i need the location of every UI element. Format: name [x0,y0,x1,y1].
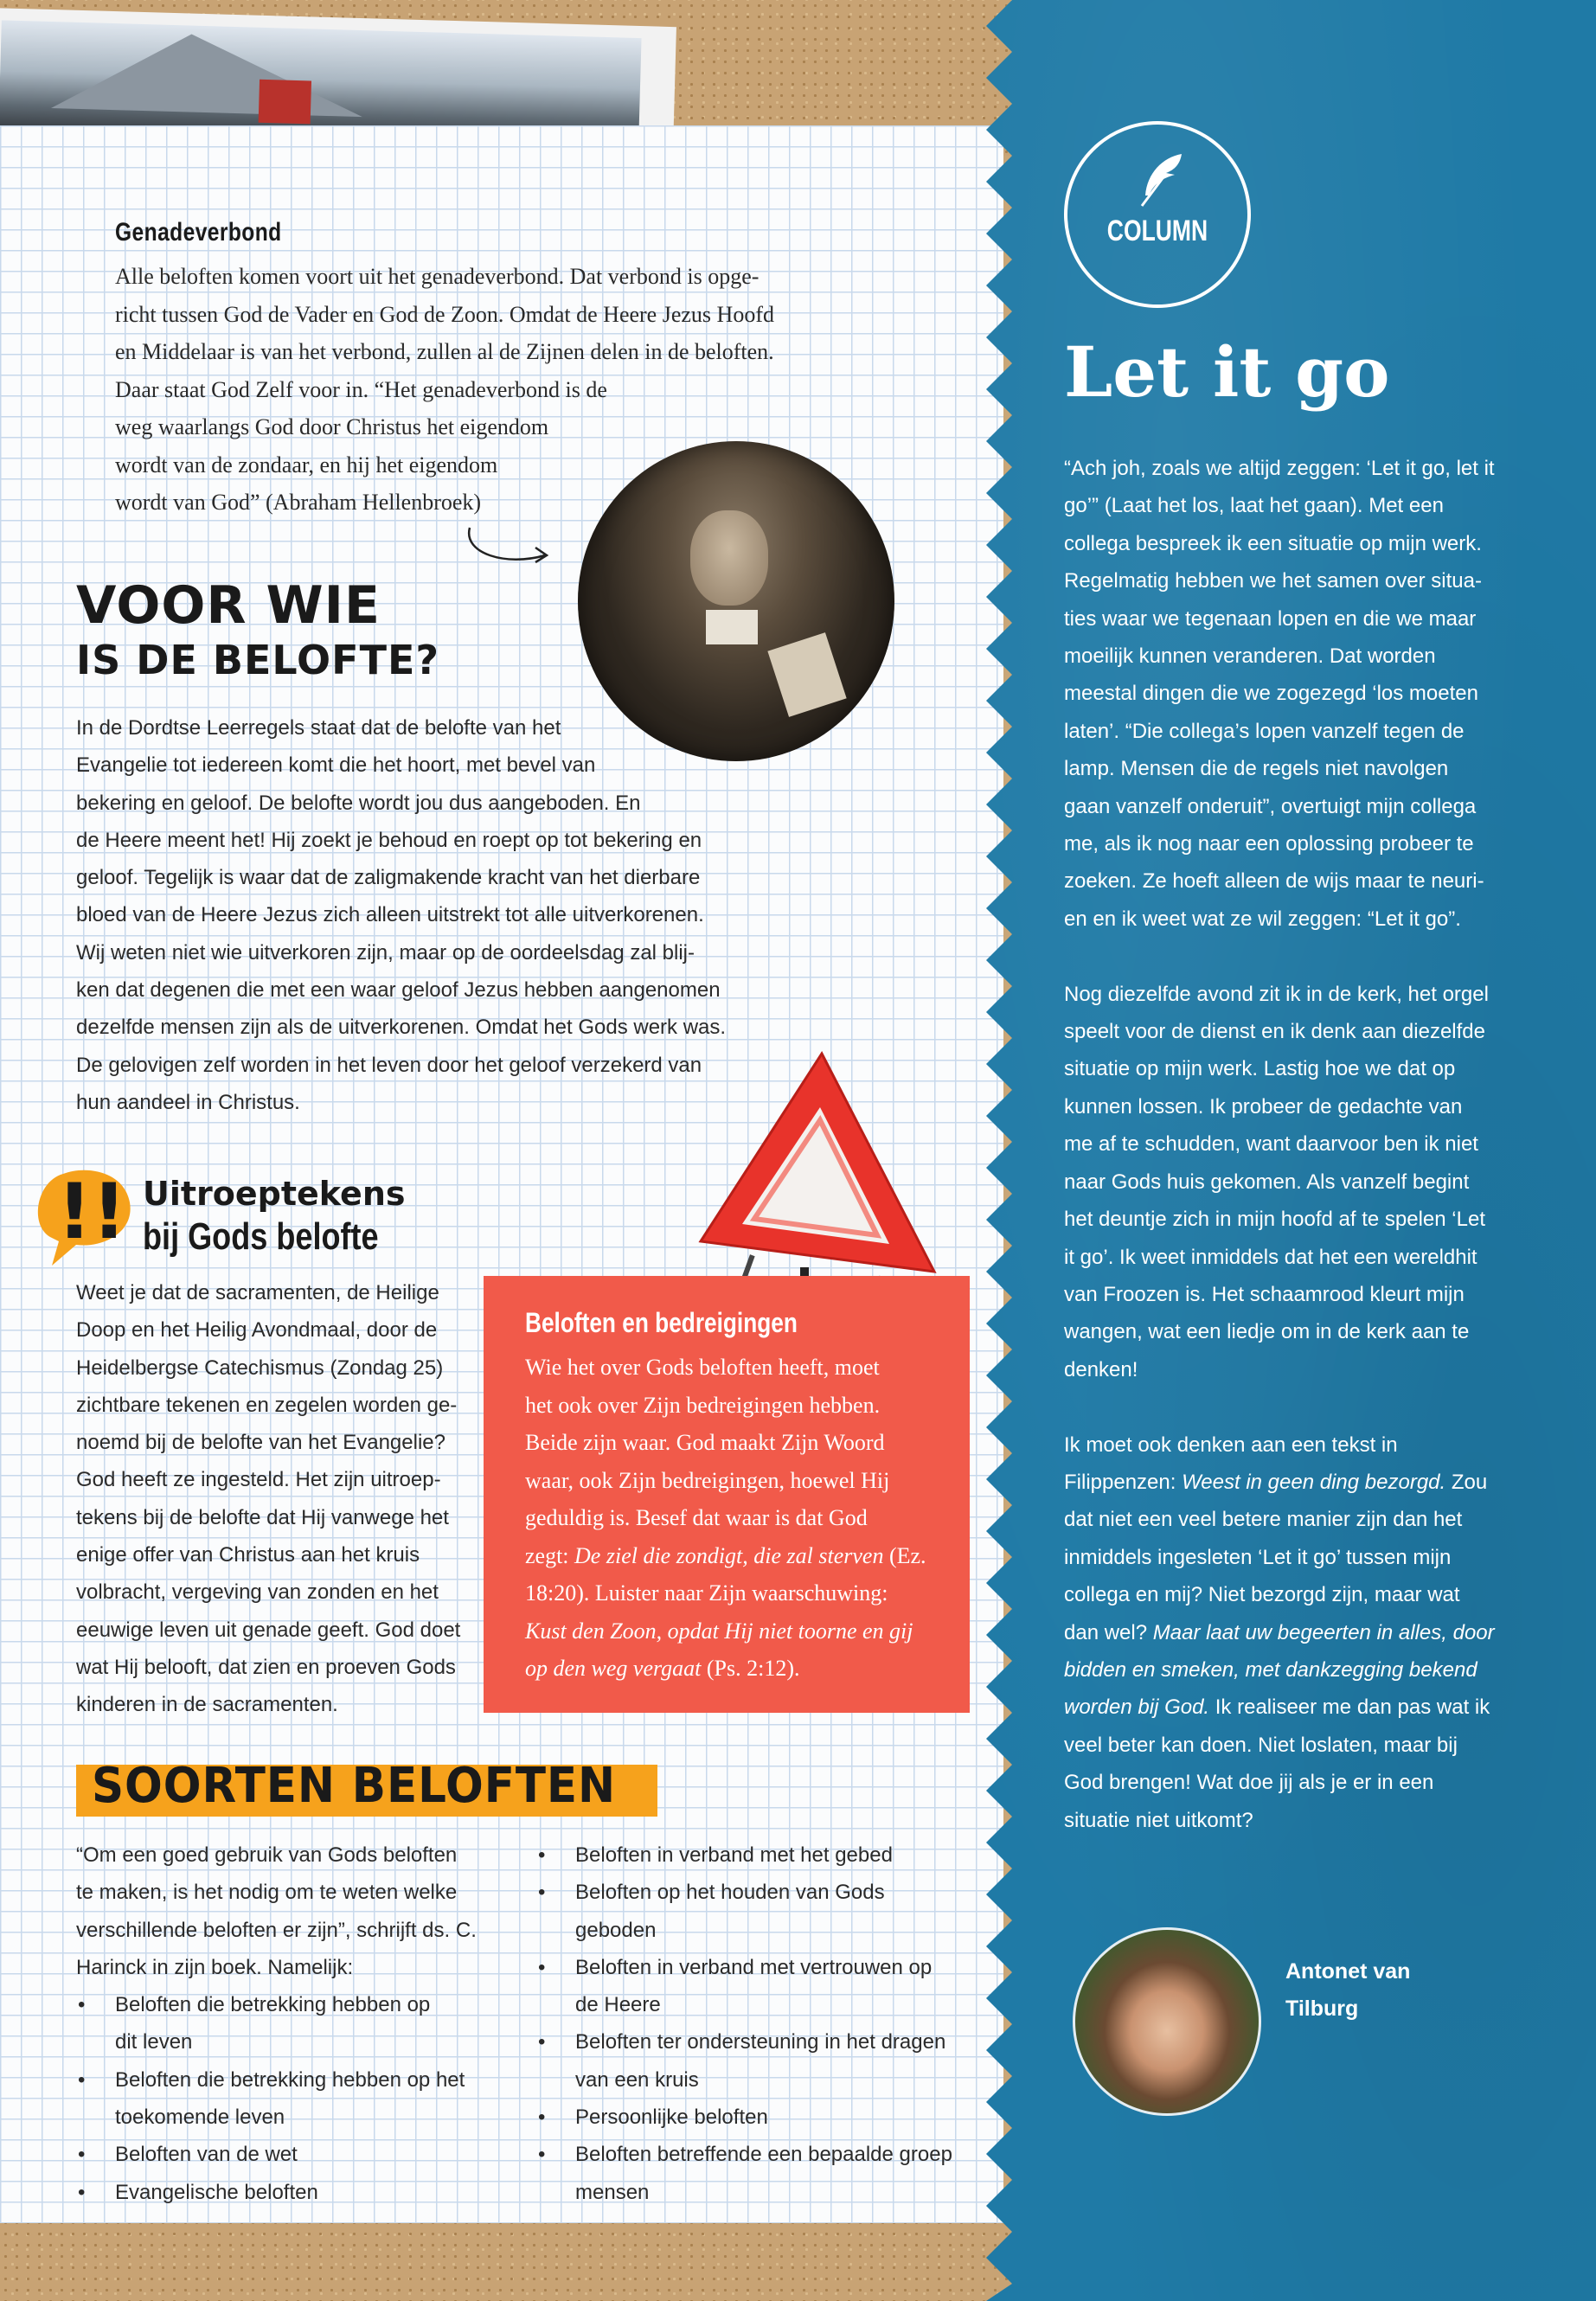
text-line: “Om een goed gebruik van Gods beloften [76,1843,458,1867]
text-line: Evangelie tot iedereen komt die het hoort, met bevel van [76,753,596,778]
voor-wie-heading: VOOR WIE [76,575,381,636]
list-item: • Evangelische beloften [76,2174,457,2211]
text-line: Alle beloften komen voort uit het genadeverbond. Dat verbond is opge- [115,264,760,289]
text-line: het ook over Zijn bedreigingen hebben. [525,1392,881,1418]
beloften-bedreigingen-box [484,1276,970,1713]
text-line: tekens bij de belofte dat Hij vanwege het [76,1505,449,1529]
text-line: In de Dordtse Leerregels staat dat de belofte van het [76,716,561,740]
text-line: wordt van de zondaar, en hij het eigendom [115,452,498,478]
text-line: waar, ook Zijn bedreigingen, hoewel Hij [525,1467,890,1493]
text-line: de Heere meent het! Hij zoekt je behoud en roept op tot bekering en [76,828,702,852]
text-line: 18:20). Luister naar Zijn waarschuwing: [525,1580,888,1606]
text-line: te maken, is het nodig om te weten welke [76,1881,458,1905]
text-line: Wij weten niet wie uitverkoren zijn, maar op de oordeelsdag zal blij- [76,940,695,965]
exclamation-marks: !! [57,1167,127,1256]
bible-quote: op den weg vergaat [525,1656,702,1681]
text-line: weg waarlangs God door Christus het eigendom [115,414,549,439]
text-run: Ik realiseer me dan pas wat ik veel beter kan doen. Niet loslaten, maar bij God brengen! Wat doe jij als je er in een situatie niet uitkomt? [1064,1695,1490,1832]
beloften-bedreigingen-text [525,1349,949,1688]
beloften-bedreigingen-heading: Beloften en bedreigingen [525,1307,798,1338]
belofte-list-left [76,1986,465,2211]
text-line: enige offer van Christus aan het kruis [76,1543,420,1567]
bible-quote: De ziel die zondigt, die zal sterven [574,1542,884,1568]
list-item: • Beloften betreffende een bepaalde groep mensen [536,2136,982,2211]
text-line: Harinck in zijn boek. Namelijk: [76,1955,354,1979]
list-item: • Beloften in verband met vertrouwen op de Heere [536,1949,956,2024]
column-paragraph: “Ach joh, zoals we altijd zeggen: ‘Let it go, let it go’” (Laat het los, laat het gaan). Met een collega bespreek ik een situatie op mijn werk. Regelmatig hebben we het samen over situaties waar we tegenaan lopen en die we maar moeilijk kunnen veranderen. Dat worden meestal dingen die we zogezegd ‘los moeten laten’. “Die collega’s lopen vanzelf tegen de lamp. Mensen die de regels niet navolgen gaan vanzelf onderuit”, overtuigt mijn collega me, als ik nog naar een oplossing probeer te zoeken. Ze hoeft alleen de wijs maar te neurien en ik weet wat ze wil zeggen: “Let it go”. [1064,457,1495,931]
list-item: • Beloften ter ondersteuning in het dragen van een kruis [536,2023,982,2099]
text-line [525,1537,949,1575]
curved-arrow-icon [463,519,558,571]
text-run: zegt: [525,1542,575,1568]
text-run: (Ez. [883,1542,926,1568]
column-paragraph: Nog diezelfde avond zit ik in de kerk, het orgel speelt voor de dienst en ik denk aan diezelfde situatie op mijn werk. Lastig hoe we dat op kunnen lossen. Ik probeer de gedachte van me af te schudden, want daarvoor ben ik niet naar Gods huis gekomen. Als vanzelf begint het deuntje zich in mijn hoofd af te spelen ‘Let it go’. Ik weet inmiddels dat het een wereldhit van Froozen is. Het schaamrood kleurt mijn wangen, wat een liedje om in de kerk aan te denken! [1064,982,1489,1381]
text-line: bloed van de Heere Jezus zich alleen uitstrekt tot alle uitverkorenen. [76,903,704,927]
text-line: kinderen in de sacramenten. [76,1693,338,1717]
text-line: en Middelaar is van het verbond, zullen al de Zijnen delen in de beloften. [115,339,774,364]
bible-quote: Kust den Zoon, opdat Hij niet toorne en gij [525,1618,913,1644]
text-line: richt tussen God de Vader en God de Zoon. Omdat de Heere Jezus Hoofd [115,301,774,327]
list-item: • Beloften van de wet [76,2136,457,2173]
text-line: Weet je dat de sacramenten, de Heilige [76,1281,439,1304]
text-line [525,1612,949,1650]
text-line: God heeft ze ingesteld. Het zijn uitroep- [76,1468,441,1492]
feather-icon [1137,152,1189,208]
text-line: wat Hij belooft, dat zien en proeven Gods [76,1655,456,1679]
list-item: • Beloften op het houden van Gods geboden [536,1874,969,1949]
text-line: hun aandeel in Christus. [76,1090,300,1114]
text-line: Doop en het Heilig Avondmaal, door de [76,1318,438,1343]
uitroeptekens-subheading: bij Gods belofte [143,1215,379,1258]
text-line: volbracht, vergeving van zonden en het [76,1580,439,1605]
text-line: ken dat degenen die met een waar geloof Jezus hebben aangenomen [76,978,721,1003]
author-name: Antonet van Tilburg [1285,1959,1411,2021]
list-item: • Persoonlijke beloften [536,2099,969,2136]
text-line: geduldig is. Besef dat waar is dat God [525,1505,868,1530]
text-line [525,1650,949,1688]
voor-wie-text [76,709,734,1121]
uitroeptekens-heading: Uitroeptekens [143,1175,406,1213]
bible-quote: Weest in geen ding bezorgd. [1182,1470,1446,1494]
genadeverbond-heading: Genadeverbond [115,218,282,247]
column-label: COLUMN [1106,215,1208,247]
voor-wie-subheading: IS DE BELOFTE? [76,637,440,683]
list-item: • Beloften in verband met het gebed [536,1836,969,1874]
text-line: zichtbare tekenen en zegelen worden ge- [76,1393,458,1417]
exclamation-bubble-icon [33,1155,141,1272]
text-line: Wie het over Gods beloften heeft, moet [525,1355,880,1380]
belofte-list-right [536,1836,969,2211]
text-line: noemd bij de belofte van het Evangelie? [76,1431,445,1455]
text-line: Heidelbergse Catechismus (Zondag 25) [76,1356,444,1380]
text-line: Daar staat God Zelf voor in. “Het genadeverbond is de [115,376,607,402]
text-run: Ik moet ook denken aan een tekst in Filippenzen: [1064,1433,1398,1494]
text-line: verschillende beloften er zijn”, schrijft ds. C. [76,1918,477,1942]
soorten-left-column [76,1836,535,2211]
list-item: • Beloften die betrekking hebben op het toekomende leven [76,2061,478,2137]
text-line: geloof. Tegelijk is waar dat de zaligmakende kracht van het dierbare [76,866,701,890]
text-line: dezelfde mensen zijn als de uitverkorenen. Omdat het Gods werk was. [76,1016,727,1040]
text-run: (Ps. 2:12). [701,1656,800,1681]
uitroeptekens-text [76,1274,483,1724]
soorten-right-column [536,1836,969,2211]
text-run: Zou dat niet een veel betere manier zijn dan het inmiddels ingesleten ‘Let it go’ tussen mijn collega en mij? Niet bezorgd zijn, maar wat dan wel? [1064,1470,1488,1644]
text-line: eeuwige leven uit genade geeft. God doet [76,1618,461,1642]
text-line: wordt van God” (Abraham Hellenbroek) [115,490,482,515]
column-body [1064,450,1497,1876]
text-line: bekering en geloof. De belofte wordt jou dus aangeboden. En [76,791,641,815]
list-item: • Beloften die betrekking hebben op dit leven [76,1986,457,2061]
column-badge [1064,121,1251,308]
text-line: De gelovigen zelf worden in het leven door het geloof verzekerd van [76,1053,702,1077]
column-paragraph [1064,1426,1497,1839]
author-avatar [1073,1927,1261,2116]
column-title: Let it go [1064,331,1390,413]
text-line: Beide zijn waar. God maakt Zijn Woord [525,1430,885,1455]
soorten-heading: SOORTEN BELOFTEN [92,1758,617,1814]
bible-quote: Maar laat uw begeerten in alles, door bidden en smeken, met dankzegging bekend worden bij God. [1064,1620,1495,1720]
